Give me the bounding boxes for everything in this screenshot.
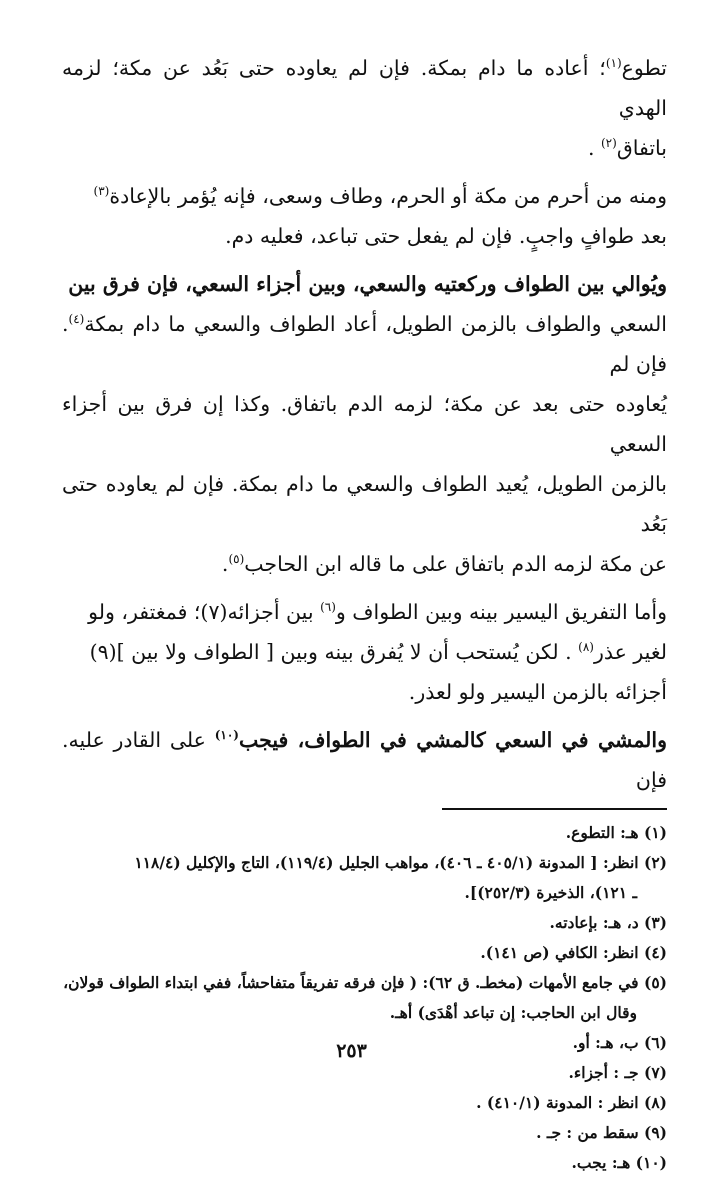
footnote-ref-10[interactable]: (١٠) <box>214 728 239 743</box>
footnote-ref-5[interactable]: (٥) <box>228 552 245 567</box>
footnote-2: (٢) انظر: [ المدونة (٤٠٥/١ ـ ٤٠٦)، مواهب الجليل (١١٩/٤)، التاج والإكليل (١١٨/٤ <box>134 853 667 872</box>
footnote-divider <box>442 808 667 810</box>
footnote-9: (٩) سقط من : جـ . <box>536 1123 667 1142</box>
paragraph-3: ويُوالي بين الطواف وركعتيه والسعي، وبين أجزاء السعي، فإن فرق بين السعي والطواف بالزمن الطويل، أعاد الطواف والسعي ما دام بمكة$^{(٤)}$. فإن لم يُعاوده حتى بعد عن مكة؛ لزمه الدم باتفاق. وكذا إن فرق بين أجزاء السعي بالزمن الطويل، يُعيد الطواف والسعي ما دام بمكة. فإن لم يعاوده حتى بَعُد عن مكة لزمه الدم باتفاق على ما قاله ابن الحاجب$^{(٥)}$. <box>62 272 667 576</box>
footnote-ref-6[interactable]: (٦) <box>320 600 336 615</box>
paragraph-1: تطوع$^{(١)}$؛ أعاده ما دام بمكة. فإن لم يعاوده حتى بَعُد عن مكة؛ لزمه الهدي باتفاق$^{(٢)}$ . <box>62 56 667 160</box>
footnote-5: (٥) في جامع الأمهات (مخطـ. ق ٦٢): ( فإن فرقه تفريقاً متفاحشاً، ففي ابتداء الطواف قولان، <box>63 973 667 992</box>
footnote-2-cont: ـ ١٢١)، الذخيرة (٢٥٢/٣)]. <box>464 883 637 902</box>
page-body <box>62 48 668 1172</box>
footnote-8: (٨) انظر : المدونة (٤١٠/١) . <box>476 1093 667 1112</box>
footnote-1: (١) هـ: التطوع. <box>565 823 667 842</box>
footnote-ref-3[interactable]: (٣) <box>93 184 110 199</box>
footnote-ref-2[interactable]: (٢) <box>600 136 617 151</box>
footnote-10: (١٠) هـ: يجب. <box>571 1153 667 1172</box>
paragraph-2: ومنه من أحرم من مكة أو الحرم، وطاف وسعى، فإنه يُؤمر بالإعادة$^{(٣)}$ بعد طوافٍ واجبٍ. فإن لم يفعل حتى تباعد، فعليه دم. <box>93 184 667 248</box>
paragraph-5: والمشي في السعي كالمشي في الطواف، فيجب$^{(١٠)}$ على القادر عليه. فإن <box>62 728 668 792</box>
footnote-ref-4[interactable]: (٤) <box>68 312 85 327</box>
footnote-ref-1[interactable]: (١) <box>605 56 622 71</box>
footnotes <box>62 818 667 1178</box>
page-number: ٢٥٣ <box>336 1040 367 1062</box>
footnote-4: (٤) انظر: الكافي (ص ١٤١). <box>480 943 667 962</box>
paragraph-4: وأما التفريق اليسير بينه وبين الطواف و$^{(٦)}$ بين أجزائه(٧)؛ فمغتفر، ولو لغير عذر$^{(٨)}$ . لكن يُستحب أن لا يُفرق بينه وبين [ الطواف ولا بين ](٩) أجزائه بالزمن اليسير ولو لعذر. <box>88 600 667 704</box>
footnote-3: (٣) د، هـ: بإعادته. <box>549 913 667 932</box>
footnote-7: (٧) جـ : أجزاء. <box>568 1063 667 1082</box>
footnote-5-cont: وقال ابن الحاجب: إن تباعد أهْدَى) أهـ. <box>389 1003 637 1022</box>
footnote-ref-8[interactable]: (٨) <box>578 640 594 655</box>
footnote-6: (٦) ب، هـ: أو. <box>572 1033 667 1052</box>
